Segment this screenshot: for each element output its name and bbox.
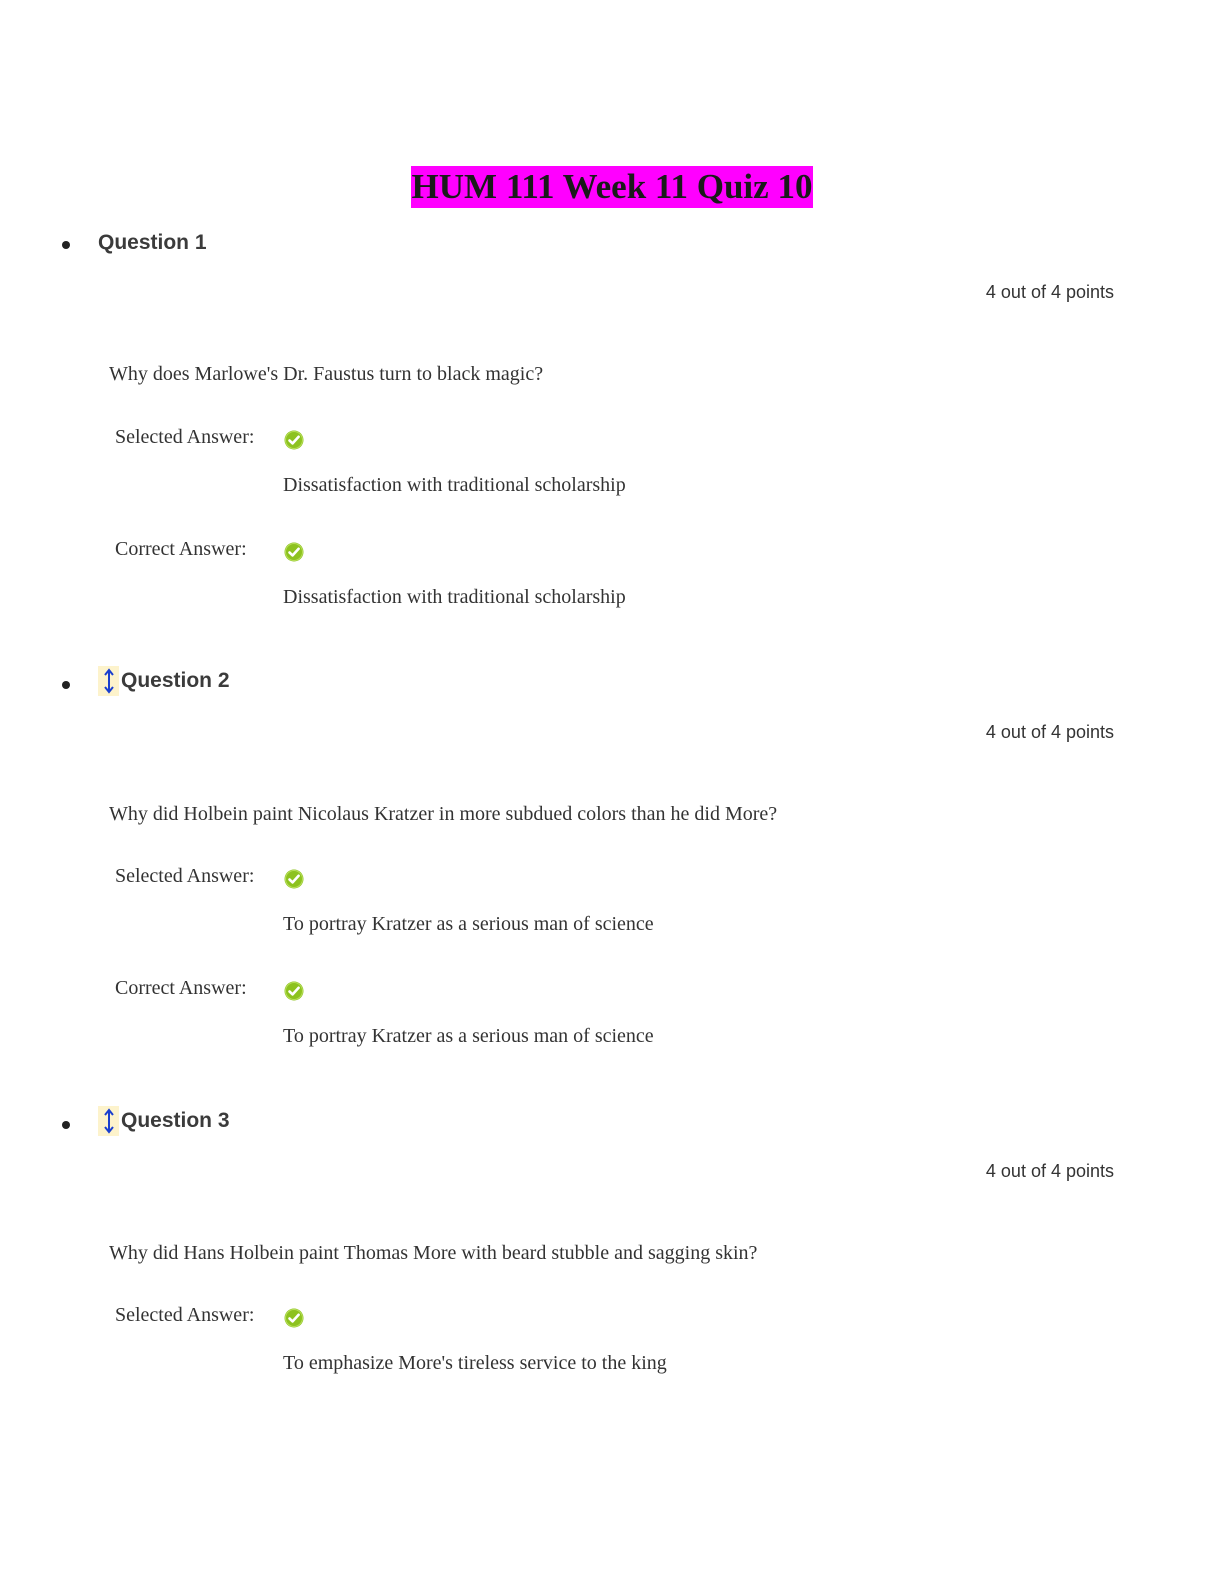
question-2: [0, 440, 1224, 1047]
reorder-arrows-icon[interactable]: [98, 666, 119, 696]
bullet: [62, 1121, 70, 1129]
selected-answer-label: Selected Answer:: [115, 426, 255, 448]
question-points: 4 out of 4 points: [985, 282, 1114, 302]
bullet: [62, 241, 70, 249]
selected-answer-text: To portray Kratzer as a serious man of science: [283, 913, 654, 935]
selected-answer-label: Selected Answer:: [115, 865, 255, 887]
question-points: 4 out of 4 points: [985, 722, 1114, 742]
question-heading: [98, 666, 230, 696]
question-heading: [98, 1106, 230, 1136]
question-heading-label: Question 2: [121, 669, 230, 692]
correct-answer-label: Correct Answer:: [115, 977, 247, 999]
question-heading-label: Question 1: [98, 231, 207, 254]
correct-answer-text: To portray Kratzer as a serious man of science: [283, 1025, 654, 1047]
question-text: Why did Holbein paint Nicolaus Kratzer in more subdued colors than he did More?: [109, 803, 778, 825]
correct-answer-text: Dissatisfaction with traditional scholarship: [283, 586, 626, 608]
question-1: [0, 0, 1224, 608]
page-title: HUM 111 Week 11 Quiz 10: [411, 167, 813, 206]
selected-answer-label: Selected Answer:: [115, 1304, 255, 1326]
question-points: 4 out of 4 points: [985, 1161, 1114, 1181]
bullet: [62, 681, 70, 689]
question-3: [0, 880, 1224, 1374]
question-heading-label: Question 3: [121, 1109, 230, 1132]
selected-answer-text: Dissatisfaction with traditional scholarship: [283, 474, 626, 496]
reorder-arrows-icon[interactable]: [98, 1106, 119, 1136]
check-icon: [284, 1308, 304, 1328]
selected-answer-text: To emphasize More's tireless service to the king: [283, 1352, 667, 1374]
question-text: Why does Marlowe's Dr. Faustus turn to black magic?: [109, 363, 544, 385]
question-heading: [98, 231, 207, 255]
question-text: Why did Hans Holbein paint Thomas More with beard stubble and sagging skin?: [109, 1242, 758, 1264]
correct-answer-label: Correct Answer:: [115, 538, 247, 560]
